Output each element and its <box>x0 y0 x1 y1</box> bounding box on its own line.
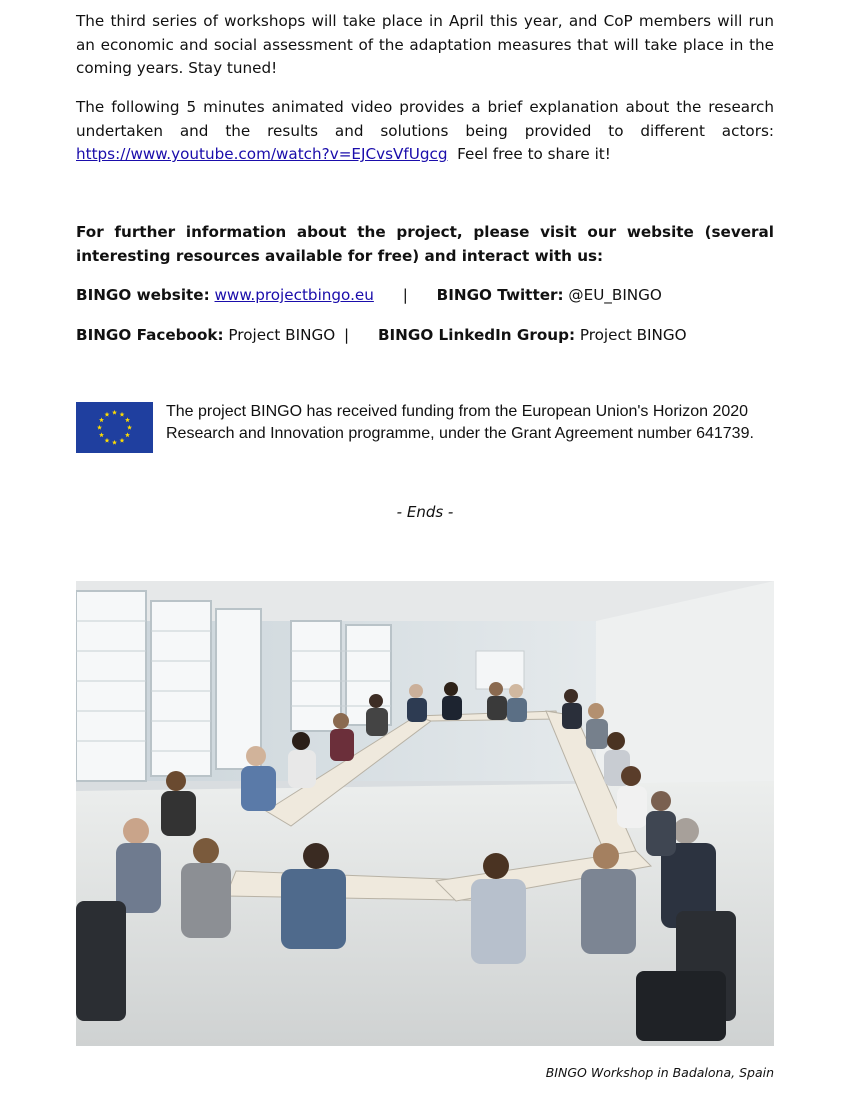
facebook-value: Project BINGO <box>228 326 336 344</box>
separator: | <box>344 326 350 344</box>
ends-marker: - Ends - <box>396 503 454 521</box>
funding-statement: The project BINGO has received funding from the European Union's Horizon 2020 Research and Innovation programme, under the Grant Agreement number 641739. <box>166 403 754 442</box>
paragraph-further-info: For further information about the project, please visit our website (several interesting resources available for free) and interact with us: <box>76 223 774 265</box>
workshop-photo <box>76 581 774 1046</box>
linkedin-label: BINGO LinkedIn Group: <box>377 326 576 344</box>
facebook-label: BINGO Facebook: <box>76 326 224 344</box>
share-text: Feel free to share it! <box>457 145 611 163</box>
linkedin-value: Project BINGO <box>579 326 687 344</box>
separator: | <box>402 286 408 304</box>
contacts-row-2 <box>76 324 687 347</box>
youtube-link[interactable]: https://www.youtube.com/watch?v=EJCvsVfUgcg <box>76 145 448 163</box>
paragraph-video <box>76 96 774 167</box>
paragraph-workshops: The third series of workshops will take place in April this year, and CoP members will run an economic and social assessment of the adaptation measures that will take place in the coming years. Stay tuned! <box>76 12 774 77</box>
twitter-label: BINGO Twitter: <box>436 286 564 304</box>
website-link[interactable]: www.projectbingo.eu <box>214 286 374 304</box>
website-label: BINGO website: <box>76 286 210 304</box>
eu-flag-icon <box>76 402 153 453</box>
twitter-handle: @EU_BINGO <box>568 286 662 304</box>
contacts-row-1 <box>76 284 662 307</box>
workshop-photo-illustration <box>76 581 774 1046</box>
photo-caption: BINGO Workshop in Badalona, Spain <box>545 1065 774 1080</box>
video-text: The following 5 minutes animated video provides a brief explanation about the research undertaken and the results and solutions being provided to different actors: <box>76 98 774 140</box>
